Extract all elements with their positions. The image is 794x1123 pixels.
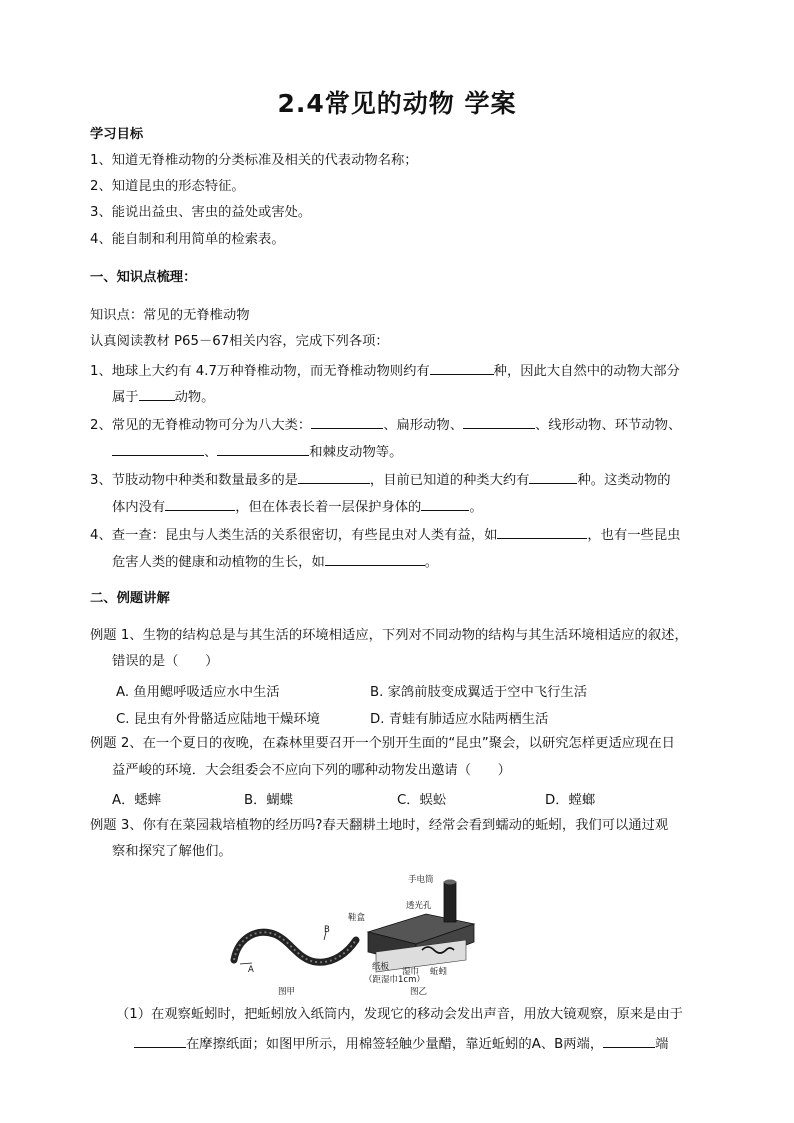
question-3-line2: 体内没有 ，但在体表长着一层保护身体的 。 <box>112 496 483 517</box>
example-3-line2: 察和探究了解他们。 <box>112 844 232 859</box>
goal-item: 3、能说出益虫、害虫的益处或害处。 <box>90 205 312 220</box>
label-hole: 透光孔 <box>406 901 432 911</box>
flashlight-icon <box>444 882 456 922</box>
answer-blank[interactable] <box>112 441 204 456</box>
answer-blank[interactable] <box>603 1033 655 1048</box>
answer-blank[interactable] <box>165 496 235 511</box>
example-2-option-a: A．蟋蟀 <box>112 793 161 808</box>
experiment-illustration <box>226 868 482 1000</box>
question-4-line2: 危害人类的健康和动植物的生长，如 。 <box>112 551 438 572</box>
goals-heading: 学习目标 <box>90 127 144 142</box>
answer-blank[interactable] <box>298 469 370 484</box>
question-1-line2: 属于 动物。 <box>112 386 214 407</box>
label-figure-yi: 图乙 <box>410 987 428 997</box>
answer-blank[interactable] <box>430 360 494 375</box>
answer-blank[interactable] <box>421 496 469 511</box>
answer-blank[interactable] <box>529 469 577 484</box>
example-1-line1: 例题 1、生物的结构总是与其生活的环境相适应，下列对不同动物的结构与其生活环境相适应的叙述， <box>90 628 688 643</box>
example-1-option-c: C. 昆虫有外骨骼适应陆地干燥环境 <box>116 712 320 727</box>
example-3-question-1-line1: （1）在观察蚯蚓时，把蚯蚓放入纸筒内，发现它的移动会发出声音，用放大镜观察，原来是由于 <box>116 1007 683 1022</box>
example-3-question-1-line2: 在摩擦纸面；如图甲所示，用棉签轻触少量醋，靠近蚯蚓的A、B两端， 端 <box>134 1033 668 1054</box>
label-a: A <box>248 965 254 975</box>
label-figure-jia: 图甲 <box>278 987 296 997</box>
label-towel: 湿巾 <box>402 967 420 977</box>
goal-item: 1、知道无脊椎动物的分类标准及相关的代表动物名称； <box>90 153 418 168</box>
example-2-option-b: B．蝴蝶 <box>244 793 294 808</box>
answer-blank[interactable] <box>217 441 309 456</box>
answer-blank[interactable] <box>311 414 383 429</box>
example-2-line2: 益严峻的环境．大会组委会不应向下列的哪种动物发出邀请（ ） <box>112 763 511 778</box>
question-3-line1: 3、节肢动物中种类和数量最多的是 ，目前已知道的种类大约有 种。这类动物的 <box>90 469 671 490</box>
reading-instruction: 认真阅读教材 P65－67相关内容，完成下列各项： <box>90 334 389 349</box>
answer-blank[interactable] <box>134 1033 186 1048</box>
example-2-option-c: C．蜈蚣 <box>397 793 447 808</box>
question-2-line1: 2、常见的无脊椎动物可分为八大类： 、扁形动物、 、线形动物、环节动物、 <box>90 414 681 435</box>
example-2-option-d: D．螳螂 <box>545 793 596 808</box>
knowledge-point: 知识点：常见的无脊椎动物 <box>90 308 250 323</box>
answer-blank[interactable] <box>497 524 587 539</box>
experiment-figure <box>226 868 482 1000</box>
label-flashlight: 手电筒 <box>408 875 434 885</box>
example-2-line1: 例题 2、在一个夏日的夜晚，在森林里要召开一个别开生面的“昆虫”聚会，以研究怎样更适应现在日 <box>90 736 675 751</box>
answer-blank[interactable] <box>139 386 175 401</box>
label-shoebox: 鞋盒 <box>348 913 366 923</box>
label-paper: 纸板 <box>372 962 390 972</box>
section1-heading: 一、知识点梳理： <box>90 270 197 285</box>
answer-blank[interactable] <box>325 551 425 566</box>
answer-blank[interactable] <box>463 414 535 429</box>
section2-heading: 二、例题讲解 <box>90 591 170 606</box>
example-1-option-a: A. 鱼用鳃呼吸适应水中生活 <box>116 685 280 700</box>
label-b: B <box>324 925 330 935</box>
question-4-line1: 4、查一查：昆虫与人类生活的关系很密切，有些昆虫对人类有益，如 ，也有一些昆虫 <box>90 524 680 545</box>
example-3-line1: 例题 3、你有在菜园栽培植物的经历吗?春天翻耕土地时，经常会看到蠕动的蚯蚓，我们可以通过观 <box>90 818 669 833</box>
example-1-option-d: D. 青蛙有肺适应水陆两栖生活 <box>370 712 549 727</box>
shoebox-drawing <box>368 880 474 973</box>
goal-item: 4、能自制和利用简单的检索表。 <box>90 232 285 247</box>
example-1-line2: 错误的是（ ） <box>112 654 219 669</box>
label-distance: （距湿巾1cm） <box>364 975 425 985</box>
goal-item: 2、知道昆虫的形态特征。 <box>90 179 245 194</box>
question-2-line2: 、 和棘皮动物等。 <box>112 441 402 462</box>
earthworm-drawing <box>234 932 356 964</box>
question-1-line1: 1、地球上大约有 4.7万种脊椎动物，而无脊椎动物则约有 种，因此大自然中的动物大部分 <box>90 360 680 381</box>
page-title: 2.4常见的动物 学案 <box>277 89 517 118</box>
label-worm: 蚯蚓 <box>430 967 448 977</box>
example-1-option-b: B. 家鸽前肢变成翼适于空中飞行生活 <box>370 685 588 700</box>
